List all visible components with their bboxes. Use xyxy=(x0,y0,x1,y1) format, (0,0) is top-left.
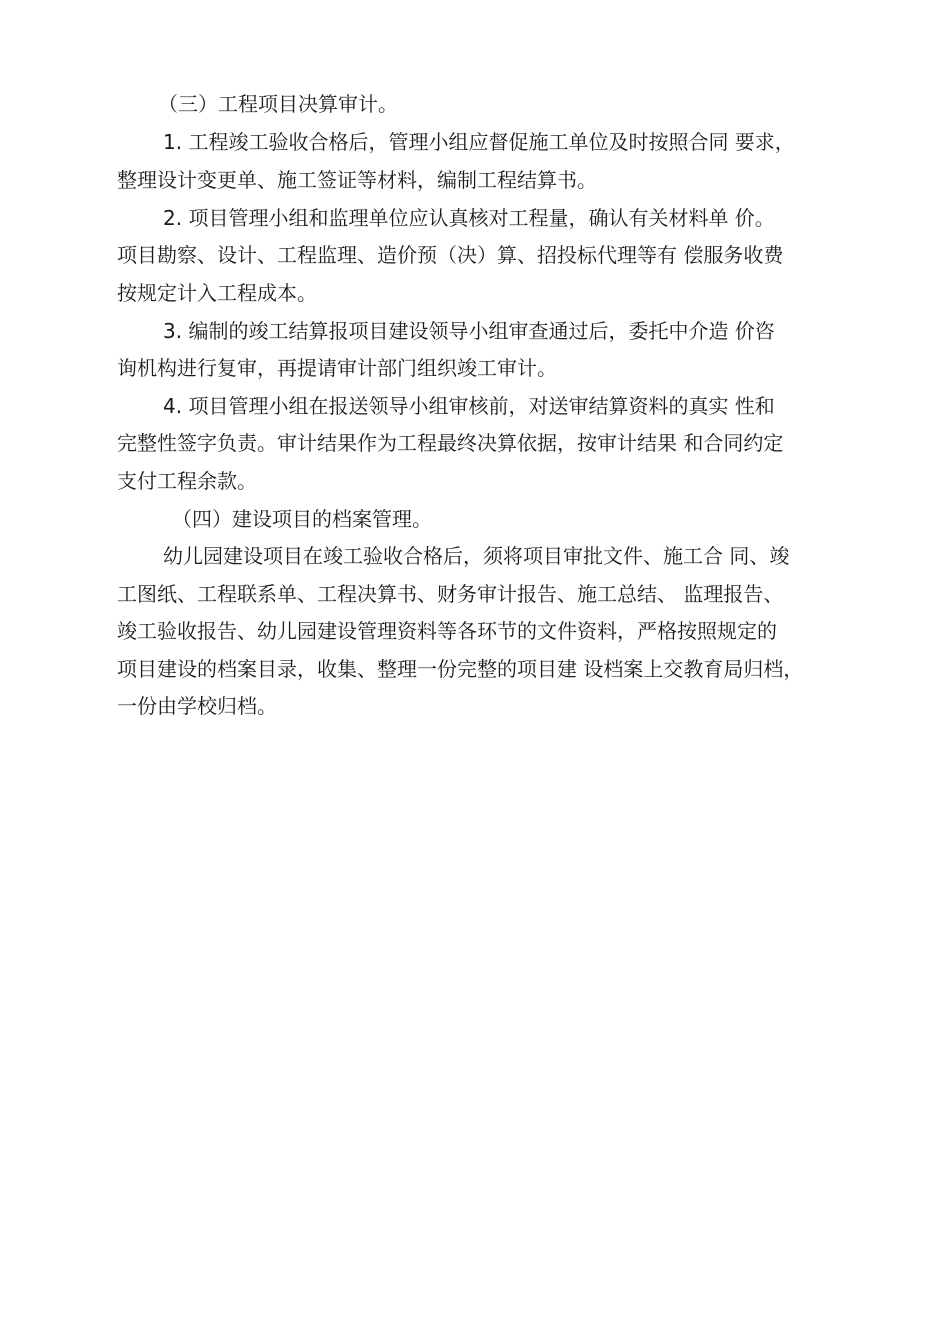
paragraph-line: 整理设计变更单、施工签证等材料，编制工程结算书。 xyxy=(117,168,597,192)
paragraph-line: 2. 项目管理小组和监理单位应认真核对工程量，确认有关材料单 价。 xyxy=(163,206,775,230)
paragraph-line: 1. 工程竣工验收合格后，管理小组应督促施工单位及时按照合同 要求， xyxy=(163,130,795,154)
paragraph-line: 3. 编制的竣工结算报项目建设领导小组审查通过后，委托中介造 价咨 xyxy=(163,319,775,343)
paragraph-line: 4. 项目管理小组在报送领导小组审核前，对送审结算资料的真实 性和 xyxy=(163,394,775,418)
paragraph-line: 工图纸、工程联系单、工程决算书、财务审计报告、施工总结、 监理报告、 xyxy=(117,582,784,606)
paragraph-line: 一份由学校归档。 xyxy=(117,694,277,718)
paragraph-line: 项目建设的档案目录，收集、整理一份完整的项目建 设档案上交教育局归档， xyxy=(117,657,804,681)
paragraph-line: 支付工程余款。 xyxy=(117,469,257,493)
section-heading-3: （三）工程项目决算审计。 xyxy=(158,92,398,116)
section-heading-4: （四）建设项目的档案管理。 xyxy=(172,507,432,531)
paragraph-line: 按规定计入工程成本。 xyxy=(117,281,317,305)
paragraph-line: 完整性签字负责。审计结果作为工程最终决算依据，按审计结果 和合同约定 xyxy=(117,431,784,455)
paragraph-line: 项目勘察、设计、工程监理、造价预（决）算、招投标代理等有 偿服务收费 xyxy=(117,243,784,267)
paragraph-line: 幼儿园建设项目在竣工验收合格后，须将项目审批文件、施工合 同、竣 xyxy=(163,544,790,568)
paragraph-line: 询机构进行复审，再提请审计部门组织竣工审计。 xyxy=(117,356,557,380)
paragraph-line: 竣工验收报告、幼儿园建设管理资料等各环节的文件资料，严格按照规定的 xyxy=(117,619,777,643)
